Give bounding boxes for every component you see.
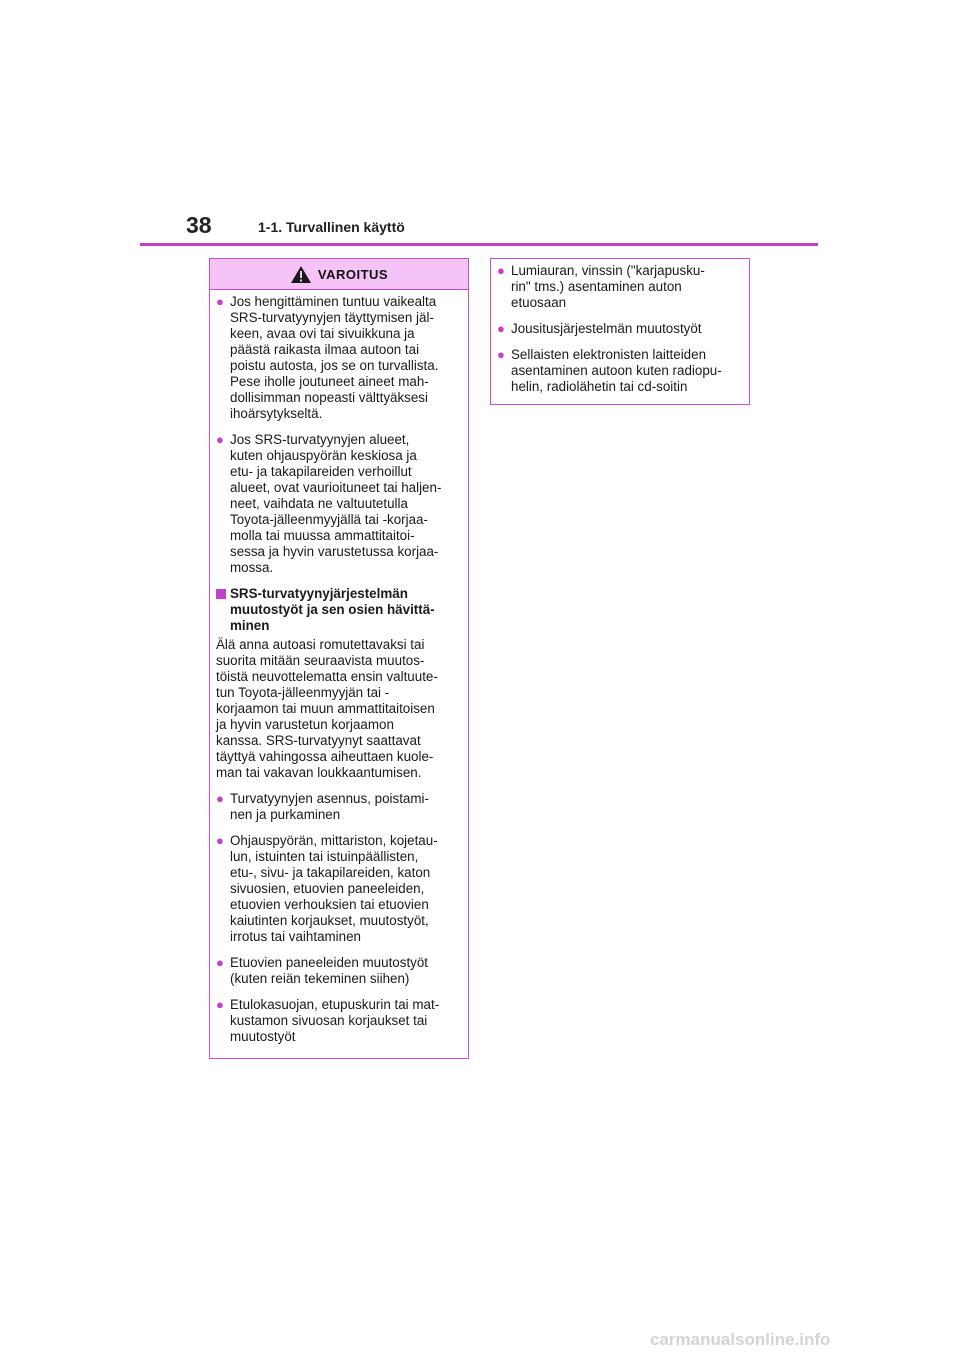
bullet-icon: ● <box>497 347 505 362</box>
list-item-text: Sellaisten elektronisten laitteiden asentaminen autoon kuten radiopu- helin, radiolähetin tai cd-soitin <box>511 347 722 394</box>
list-item <box>216 791 461 823</box>
list-item <box>497 263 742 311</box>
square-bullet-icon <box>216 589 226 599</box>
paragraph: Älä anna autoasi romutettavaksi tai suorita mitään seuraavista muutos- töistä neuvottelematta ensin valtuute- tun Toyota-jälleenmyyjän tai - korjaamon tai muun ammattitaitoisen ja hyvin varustetun korjaamon kanssa. SRS-turvatyynyt saattavat täyttyä vahingossa aiheuttaen kuole- man tai vakavan loukkaantumisen. <box>216 637 438 780</box>
subheading <box>216 586 461 634</box>
list-item-text: Jos hengittäminen tuntuu vaikealta SRS-turvatyynyjen täyttymisen jäl- keen, avaa ovi tai sivuikkuna ja päästä raikasta ilmaa autoon tai poistu autosta, jos se on turvallista. Pese iholle joutuneet aineet mah- dollisimman nopeasti välttyäksesi ihoärsytykseltä. <box>230 294 439 421</box>
bullet-icon: ● <box>216 294 224 309</box>
bullet-icon: ● <box>497 321 505 336</box>
list-item <box>497 321 742 337</box>
header-divider <box>140 243 818 246</box>
list-item-text: Ohjauspyörän, mittariston, kojetau- lun, istuinten tai istuinpäällisten, etu-, sivu- ja takapilareiden, katon sivuosien, etuovien paneeleiden, etuovien verhouksien tai etuovien kaiutinten korjaukset, muutostyöt, irrotus tai vaihtaminen <box>230 833 438 944</box>
bullet-icon: ● <box>216 432 224 447</box>
subheading-text: SRS-turvatyynyjärjestelmän muutostyöt ja sen osien hävittä- minen <box>230 586 435 633</box>
section-title: 1-1. Turvallinen käyttö <box>258 219 405 235</box>
list-item <box>216 833 461 945</box>
page-number: 38 <box>186 212 212 238</box>
list-item-text: Etuovien paneeleiden muutostyöt (kuten reiän tekeminen siihen) <box>230 955 429 986</box>
list-item-text: Etulokasuojan, etupuskurin tai mat- kustamon sivuosan korjaukset tai muutostyöt <box>230 997 440 1044</box>
bullet-icon: ● <box>216 791 224 806</box>
list-item <box>497 347 742 395</box>
warning-triangle-icon <box>290 265 312 284</box>
warning-header <box>210 259 468 290</box>
warning-continuation-box <box>490 258 750 405</box>
list-item-text: Jos SRS-turvatyynyjen alueet, kuten ohjauspyörän keskiosa ja etu- ja takapilareiden verhoillut alueet, ovat vaurioituneet tai haljen- neet, vaihdata ne valtuutetulla Toyota-jälleenmyyjällä tai -korjaa- molla tai muussa ammattitaitoi- sessa ja hyvin varustetussa korjaa- mossa. <box>230 432 442 575</box>
bullet-icon: ● <box>216 833 224 848</box>
list-item-text: Turvatyynyjen asennus, poistami- nen ja purkaminen <box>230 791 429 822</box>
list-item <box>216 294 461 422</box>
list-item-text: Lumiauran, vinssin ("karjapusku- rin" tms.) asentaminen auton etuosaan <box>511 263 705 310</box>
warning-box <box>209 258 469 1059</box>
list-item-text: Jousitusjärjestelmän muutostyöt <box>511 321 702 336</box>
warning-content <box>210 290 468 1045</box>
watermark: carmanualsonline.info <box>650 1330 831 1349</box>
continuation-content <box>491 259 749 395</box>
warning-title: VAROITUS <box>317 266 389 282</box>
list-item <box>216 432 461 576</box>
list-item <box>216 955 461 987</box>
list-item <box>216 997 461 1045</box>
bullet-icon: ● <box>216 997 224 1012</box>
bullet-icon: ● <box>497 263 505 278</box>
bullet-icon: ● <box>216 955 224 970</box>
